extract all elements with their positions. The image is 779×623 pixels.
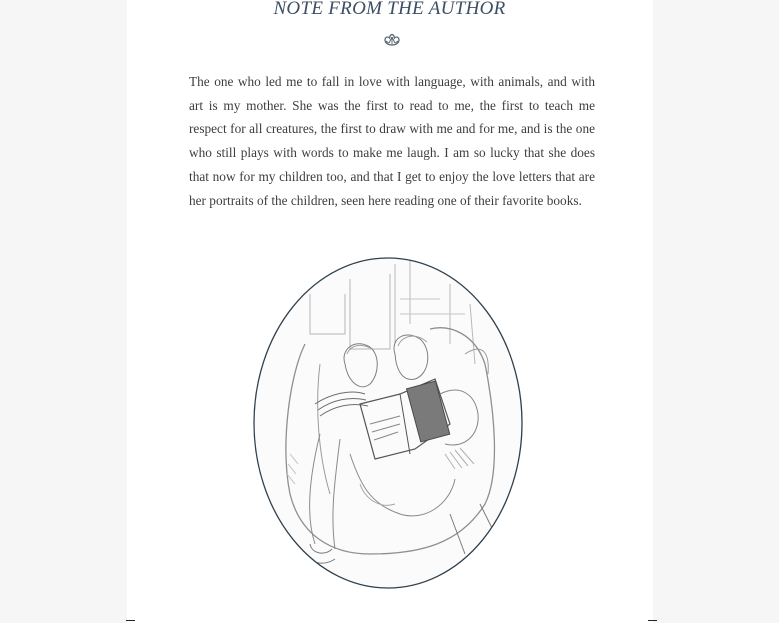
crop-mark-right bbox=[648, 620, 657, 621]
author-note-paragraph: The one who led me to fall in love with language, with animals, and with art is my mother. She was the first to read to me, the first to teach me respect for all creatures, the first to draw with me and for me, and is the one who still plays with words to make me laugh. I am so lucky that she does that now for my children too, and that I get to enjoy the love letters that are her portraits of the children, seen here reading one of their favorite books. bbox=[189, 74, 595, 208]
page-title: NOTE FROM THE AUTHOR bbox=[273, 0, 506, 19]
flourish-ornament-icon bbox=[382, 33, 402, 47]
oval-framed-sketch bbox=[250, 254, 526, 592]
crop-mark-left bbox=[126, 620, 135, 621]
